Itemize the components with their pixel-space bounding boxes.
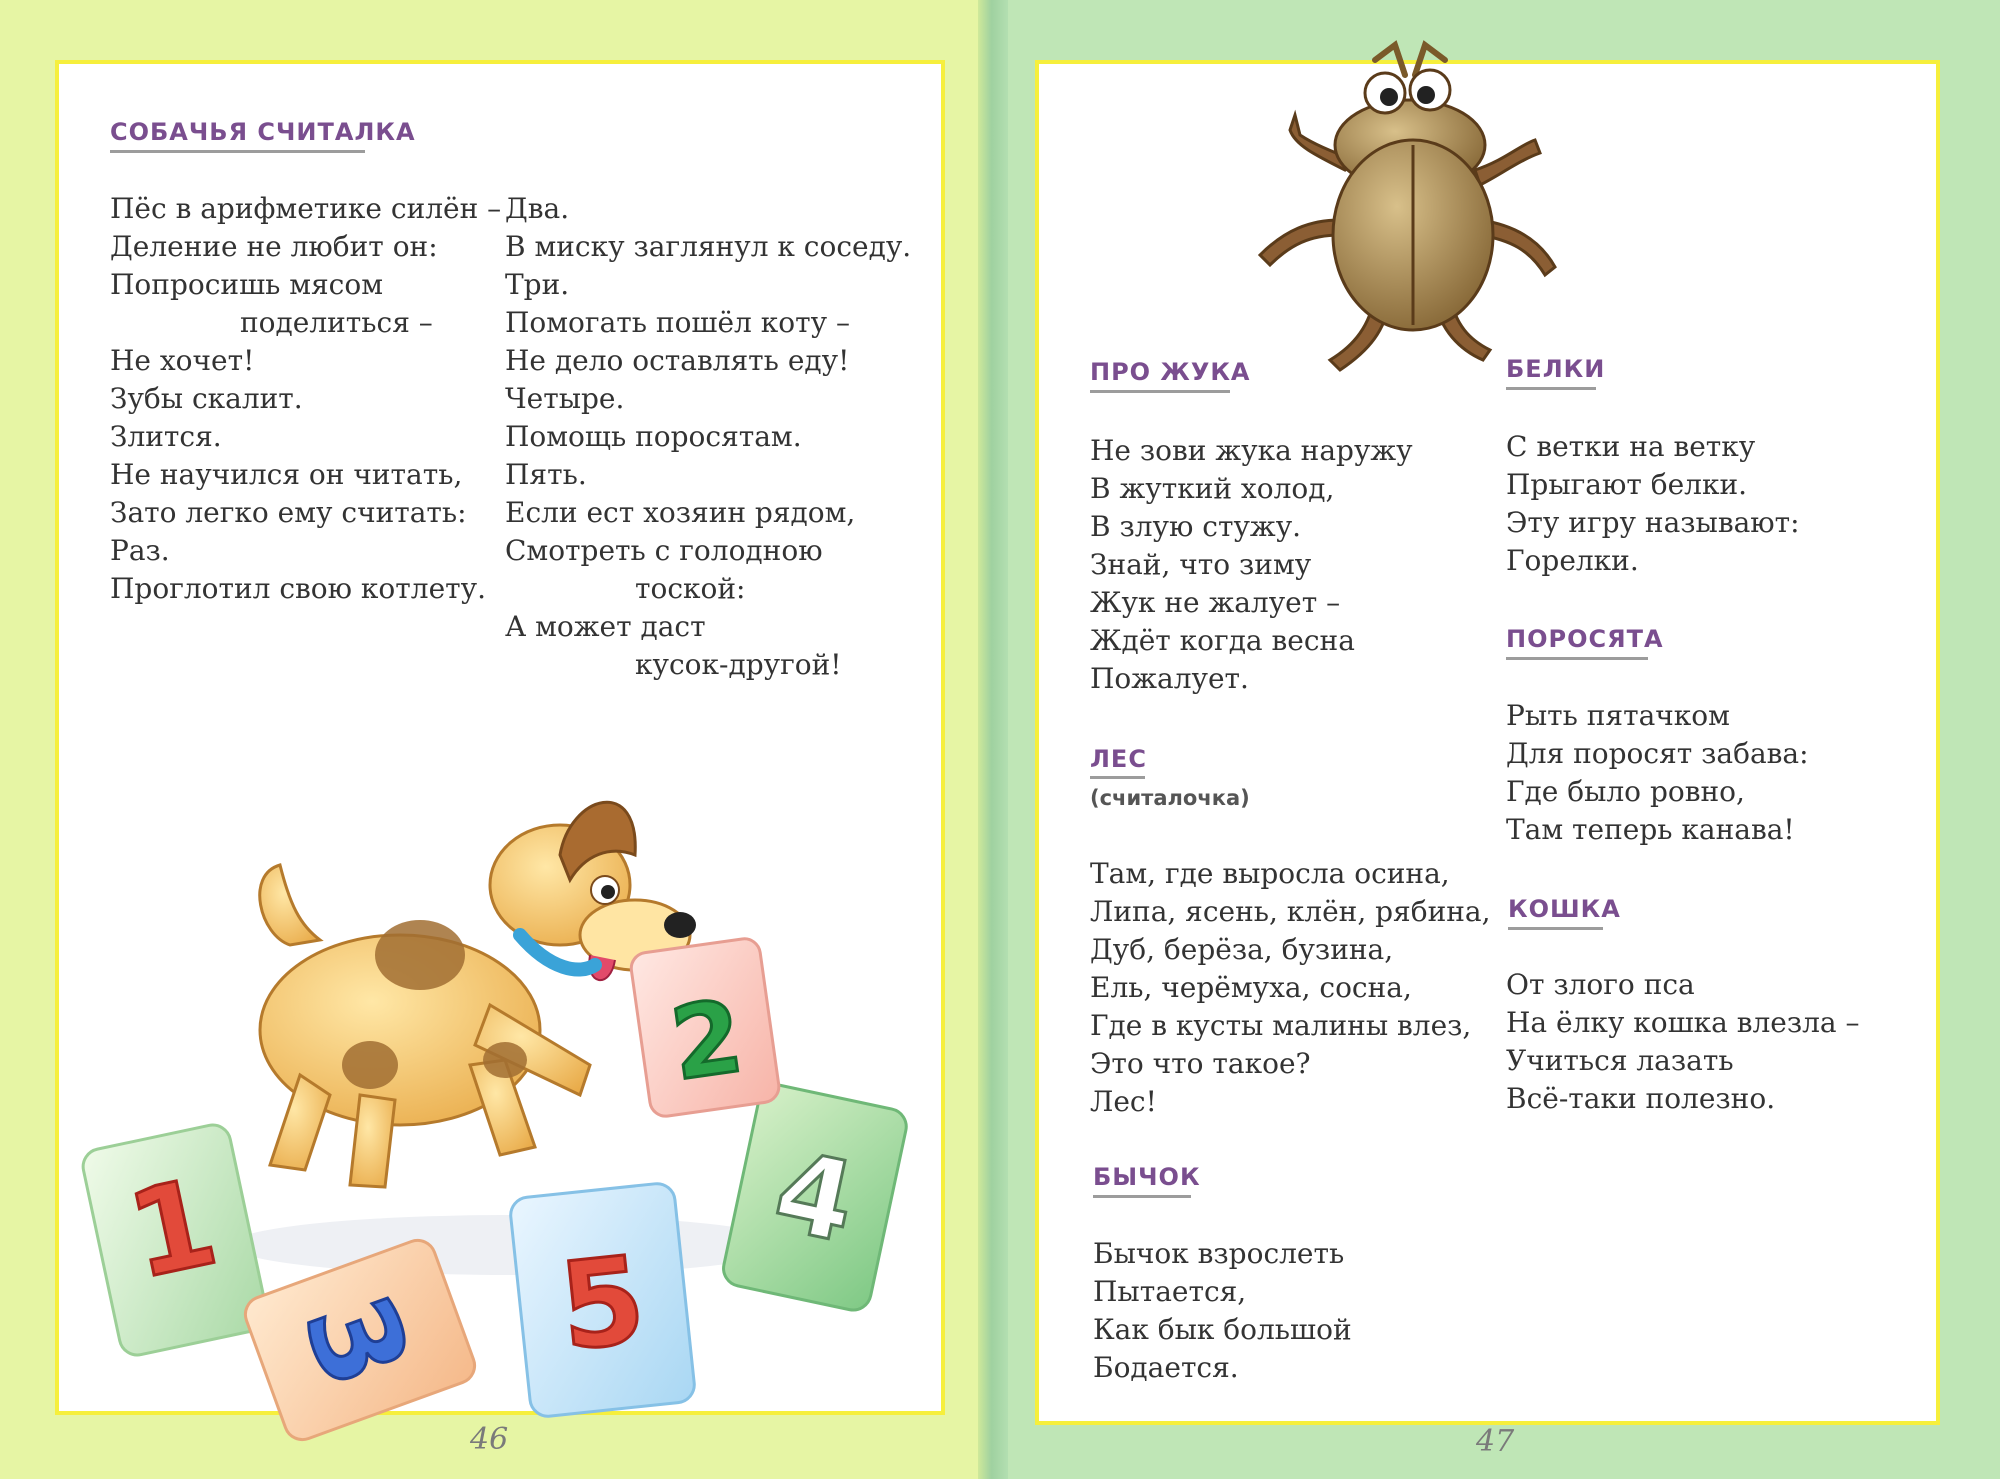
poem-title-sobachya: СОБАЧЬЯ СЧИТАЛКА [110, 118, 416, 146]
poem-porosyata [1506, 697, 1809, 849]
verse-line: Пожалует. [1090, 662, 1249, 695]
verse-line: Где было ровно, [1506, 775, 1745, 808]
number-card-5 [509, 1182, 696, 1418]
verse-line: Зубы скалит. [110, 382, 303, 415]
verse-line: Бодается. [1093, 1351, 1239, 1384]
poem-zhuk [1090, 432, 1413, 698]
beetle-illustration [1255, 35, 1565, 375]
poem-subtitle-les: (считалочка) [1090, 786, 1250, 810]
verse-line: Проглотил свою котлету. [110, 572, 487, 605]
verse-line: Пытается, [1093, 1275, 1247, 1308]
title-underline [1090, 776, 1145, 779]
poem-belki [1506, 428, 1800, 580]
poem-sobachya-col2 [505, 190, 911, 684]
number-card-2 [629, 937, 781, 1118]
verse-line: Пёс в арифметике силён – [110, 192, 502, 225]
verse-line: А может даст [505, 610, 706, 643]
verse-line: Не хочет! [110, 344, 255, 377]
verse-line: Четыре. [505, 382, 625, 415]
verse-line: поделиться – [240, 306, 433, 339]
title-underline [1093, 1195, 1191, 1198]
verse-line: На ёлку кошка влезла – [1506, 1006, 1860, 1039]
title-underline [1090, 390, 1230, 393]
verse-line: В жуткий холод, [1090, 472, 1335, 505]
verse-line: Раз. [110, 534, 170, 567]
title-underline [110, 150, 365, 153]
verse-line: Ель, черёмуха, сосна, [1090, 971, 1412, 1004]
verse-line: Учиться лазать [1506, 1044, 1734, 1077]
verse-line: Злится. [110, 420, 222, 453]
svg-text:3: 3 [276, 1278, 436, 1405]
title-underline [1508, 927, 1603, 930]
number-card-4 [720, 1082, 909, 1314]
verse-line: Деление не любит он: [110, 230, 438, 263]
verse-line: тоской: [635, 572, 746, 605]
svg-text:5: 5 [553, 1230, 652, 1378]
page-number-left: 46 [470, 1422, 509, 1457]
verse-line: Ждёт когда весна [1090, 624, 1355, 657]
poem-bychok [1093, 1235, 1352, 1387]
verse-line: Дуб, берёза, бузина, [1090, 933, 1394, 966]
verse-line: Если ест хозяин рядом, [505, 496, 856, 529]
svg-text:2: 2 [664, 977, 750, 1104]
dog-illustration [80, 795, 920, 1465]
verse-line: Помогать пошёл коту – [505, 306, 850, 339]
dog-figure [260, 802, 781, 1187]
verse-line: Как бык большой [1093, 1313, 1352, 1346]
verse-line: Помощь поросятам. [505, 420, 802, 453]
book-spine [978, 0, 1008, 1479]
verse-line: Там, где выросла осина, [1090, 857, 1450, 890]
verse-line: Зато легко ему считать: [110, 496, 467, 529]
title-underline [1506, 387, 1596, 390]
verse-line: Прыгают белки. [1506, 468, 1748, 501]
verse-line: Рыть пятачком [1506, 699, 1730, 732]
verse-line: Это что такое? [1090, 1047, 1311, 1080]
verse-line: Три. [505, 268, 570, 301]
verse-line: Знай, что зиму [1090, 548, 1312, 581]
verse-line: Два. [505, 192, 570, 225]
verse-line: кусок-другой! [635, 648, 842, 681]
poem-title-belki: БЕЛКИ [1506, 355, 1606, 383]
poem-title-koshka: КОШКА [1508, 895, 1621, 923]
verse-line: Пять. [505, 458, 587, 491]
poem-title-porosyata: ПОРОСЯТА [1506, 625, 1664, 653]
verse-line: Эту игру называют: [1506, 506, 1800, 539]
verse-line: Жук не жалует – [1090, 586, 1341, 619]
poem-title-les: ЛЕС [1090, 745, 1147, 773]
poem-les [1090, 855, 1491, 1121]
verse-line: Смотреть с голодною [505, 534, 823, 567]
poem-title-zhuk: ПРО ЖУКА [1090, 358, 1251, 386]
verse-line: Липа, ясень, клён, рябина, [1090, 895, 1491, 928]
verse-line: Где в кусты малины влез, [1090, 1009, 1472, 1042]
poem-title-bychok: БЫЧОК [1093, 1163, 1201, 1191]
poem-sobachya-col1 [110, 190, 501, 608]
svg-text:1: 1 [117, 1153, 229, 1307]
page-number-right: 47 [1476, 1424, 1515, 1459]
verse-line: Всё-таки полезно. [1506, 1082, 1776, 1115]
verse-line: От злого пса [1506, 968, 1695, 1001]
title-underline [1506, 657, 1648, 660]
verse-line: С ветки на ветку [1506, 430, 1756, 463]
verse-line: Там теперь канава! [1506, 813, 1795, 846]
verse-line: В миску заглянул к соседу. [505, 230, 912, 263]
verse-line: Горелки. [1506, 544, 1639, 577]
verse-line: Для поросят забава: [1506, 737, 1809, 770]
verse-line: Бычок взрослеть [1093, 1237, 1345, 1270]
verse-line: Лес! [1090, 1085, 1157, 1118]
verse-line: Не зови жука наружу [1090, 434, 1413, 467]
verse-line: Не дело оставлять еду! [505, 344, 850, 377]
verse-line: В злую стужу. [1090, 510, 1302, 543]
verse-line: Не научился он читать, [110, 458, 463, 491]
poem-koshka [1506, 966, 1860, 1118]
svg-text:4: 4 [764, 1126, 866, 1268]
verse-line: Попросишь мясом [110, 268, 383, 301]
number-card-1 [80, 1122, 270, 1359]
